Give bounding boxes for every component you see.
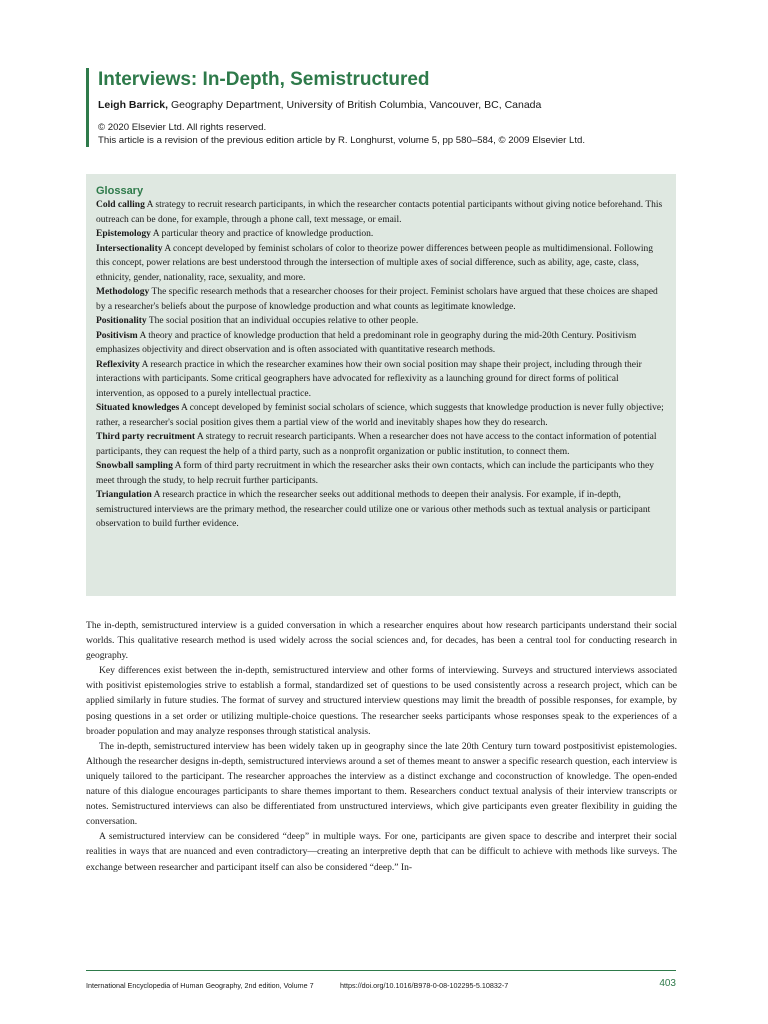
glossary-term: Cold calling <box>96 200 145 210</box>
glossary-entry <box>96 314 668 329</box>
glossary-term: Positivism <box>96 330 138 341</box>
glossary-entry <box>96 401 668 430</box>
glossary-definition: The specific research methods that a researcher chooses for their project. Feminist scholars have argued that these choices are shaped by a researcher's beliefs about the purpose of knowledge production and what counts as legitimate knowledge. <box>96 287 658 312</box>
copyright-notice: © 2020 Elsevier Ltd. All rights reserved. <box>98 122 267 133</box>
glossary-definition: A research practice in which the researcher examines how their own social position may shape their project, including through their interactions with participants. Some critical geographers have advocated for reflexivity as a launching ground for direct forms of political intervention, as opposed to a purely intellectual practice. <box>96 359 642 399</box>
footer-source: International Encyclopedia of Human Geography, 2nd edition, Volume 7 <box>86 981 314 990</box>
glossary-term: Snowball sampling <box>96 461 173 471</box>
glossary-definition: A concept developed by feminist scholars of color to theorize power differences between people as multidimensional. Following this concept, power relations are best understood through the intersection of multiple axes of social difference, such as ability, age, caste, class, ethnicity, gender, nationality, race, sexuality, and more. <box>96 243 654 283</box>
glossary-definition: The social position that an individual occupies relative to other people. <box>146 316 419 326</box>
glossary-definition: A theory and practice of knowledge production that held a predominant role in geography during the mid-20th Century. Positivism emphasizes objectivity and direct observation and is often associated with quantitative research methods. <box>96 330 637 355</box>
glossary-definition: A research practice in which the researcher seeks out additional methods to deepen their analysis. For example, if in-depth, semistructured interviews are the primary method, the researcher could utilize one or various other methods such as textual analysis or participant observation to build further evidence. <box>96 490 651 529</box>
article-header <box>86 68 698 147</box>
glossary-definition: A strategy to recruit research participants. When a researcher does not have access to the contact information of potential participants, they can request the help of a third party, such as a nonprofit organization or public institution, to connect them. <box>96 432 657 457</box>
glossary-term: Methodology <box>96 287 150 297</box>
glossary-definition: A strategy to recruit research participants, in which the researcher contacts potential participants without giving notice beforehand. This outreach can be done, for example, through a phone call, text message, or email. <box>96 200 663 225</box>
article-body <box>86 618 677 875</box>
glossary-definition: A particular theory and practice of knowledge production. <box>150 229 374 239</box>
page-footer <box>86 979 676 995</box>
body-paragraph: A semistructured interview can be considered “deep” in multiple ways. For one, participants are given space to describe and interpret their social realities in ways that are nuanced and even contradictory—creating an interpretive depth that can be difficult to achieve with methods like surveys. The exchange between researcher and participant itself can also be considered “deep.” In- <box>86 831 677 873</box>
glossary-entry <box>96 430 668 459</box>
glossary-entry <box>96 285 668 314</box>
page-number: 403 <box>659 978 676 989</box>
revision-note: This article is a revision of the previous edition article by R. Longhurst, volume 5, pp 580–584, © 2009 Elsevier Ltd. <box>98 135 586 146</box>
glossary-term: Situated knowledges <box>96 403 180 413</box>
author-affiliation: Geography Department, University of British Columbia, Vancouver, BC, Canada <box>168 99 542 111</box>
glossary-entry <box>96 198 668 227</box>
glossary-entry <box>96 329 668 358</box>
body-paragraph: The in-depth, semistructured interview has been widely taken up in geography since the late 20th Century turn toward postpositivist epistemologies. Although the researcher designs in-depth, semistructured interviews around a set of themes meant to answer a specific research question, each interview is uniquely tailored to the participant. The researcher approaches the interview as a distinct exchange and coconstruction of knowledge. The open-ended nature of this dialogue encourages participants to share themes important to them. Researchers conduct textual analysis of their interview transcripts or notes. Semistructured interviews can also be differentiated from unstructured interviews, which give participants even greater flexibility in guiding the conversation. <box>86 740 677 828</box>
glossary-term: Third party recruitment <box>96 432 196 442</box>
glossary-term: Intersectionality <box>96 243 163 254</box>
glossary-term: Epistemology <box>96 229 151 239</box>
footer-divider <box>86 970 676 971</box>
glossary-entry <box>96 358 668 402</box>
glossary-term: Positionality <box>96 316 147 326</box>
glossary-term: Triangulation <box>96 490 152 500</box>
author-line <box>98 98 698 112</box>
author-name: Leigh Barrick, <box>98 99 169 111</box>
glossary-entry <box>96 488 668 532</box>
glossary-title: Glossary <box>96 185 144 197</box>
glossary-box <box>86 174 676 596</box>
glossary-definition: A concept developed by feminist social scholars of science, which suggests that knowledge production is never fully objective; rather, a researcher's social position gives them a partial view of the world and inevitably shapes how they do research. <box>96 403 664 428</box>
glossary-entry <box>96 227 668 242</box>
body-paragraph: Key differences exist between the in-depth, semistructured interview and other forms of interviewing. Surveys and structured interviews associated with positivist epistemologies strive to establish a formal, standardized set of questions to be used consistently across a research project, which can be applied similarly in future studies. The format of survey and structured interview questions may limit the breadth of possible responses, for example, by posing questions in a set order or utilizing multiple-choice questions. The researcher seeks participants whose responses speak to the experiences of a broader population and may analyze responses through statistical analysis. <box>86 665 677 737</box>
glossary-term: Reflexivity <box>96 359 140 370</box>
glossary-entry <box>96 459 668 488</box>
article-title: Interviews: In-Depth, Semistructured <box>98 69 430 90</box>
doi-link[interactable]: https://doi.org/10.1016/B978-0-08-102295-5.10832-7 <box>340 981 509 990</box>
glossary-definition: A form of third party recruitment in which the researcher asks their own contacts, which can include the participants who they meet through the study, to help recruit further participants. <box>96 461 655 486</box>
glossary-entry <box>96 242 668 286</box>
body-paragraph: The in-depth, semistructured interview is a guided conversation in which a researcher enquires about how research participants understand their social worlds. This qualitative research method is used widely across the social sciences and, for decades, has been a central tool for conducting research in geography. <box>86 620 677 662</box>
